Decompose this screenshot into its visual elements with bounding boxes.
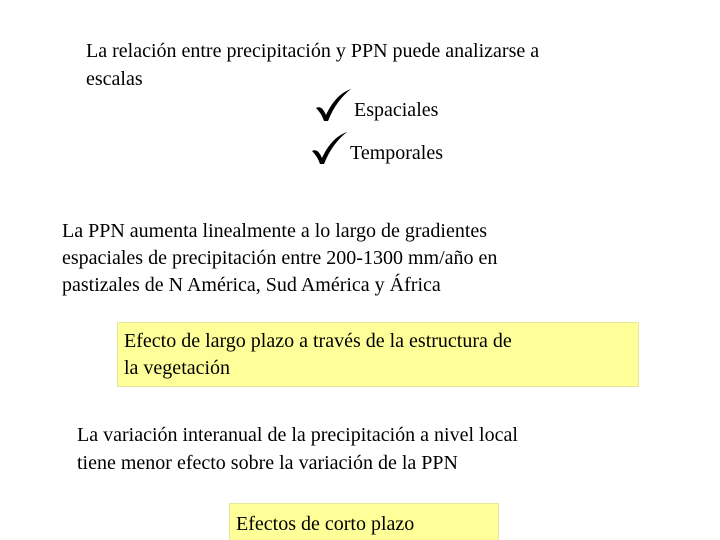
- gradient-line-2: espaciales de precipitación entre 200-1300 mm/año en: [62, 247, 498, 269]
- interannual-line-2: tiene menor efecto sobre la variación de la PPN: [77, 452, 458, 474]
- scale-label-temporal: Temporales: [350, 142, 444, 164]
- intro-line-2: escalas: [86, 68, 143, 90]
- checkmark-icon: [310, 131, 348, 165]
- short-term-effect-text: Efectos de corto plazo: [236, 513, 415, 535]
- scale-label-spatial: Espaciales: [354, 99, 439, 121]
- gradient-line-1: La PPN aumenta linealmente a lo largo de gradientes: [62, 220, 488, 242]
- checkmark-icon: [314, 88, 352, 122]
- scale-item-spatial: [314, 88, 438, 122]
- gradient-paragraph: [62, 218, 497, 299]
- long-term-effect-box: [117, 322, 639, 387]
- short-term-effect-box: [229, 503, 499, 540]
- long-term-effect-text: [124, 328, 512, 382]
- interannual-paragraph: [77, 421, 518, 477]
- scale-item-temporal: [310, 131, 443, 165]
- intro-line-1: La relación entre precipitación y PPN puede analizarse a: [86, 40, 540, 62]
- long-term-line-2: la vegetación: [124, 357, 231, 379]
- gradient-line-3: pastizales de N América, Sud América y África: [62, 274, 441, 296]
- intro-text: [86, 37, 539, 93]
- interannual-line-1: La variación interanual de la precipitación a nivel local: [77, 424, 518, 446]
- long-term-line-1: Efecto de largo plazo a través de la estructura de: [124, 330, 512, 352]
